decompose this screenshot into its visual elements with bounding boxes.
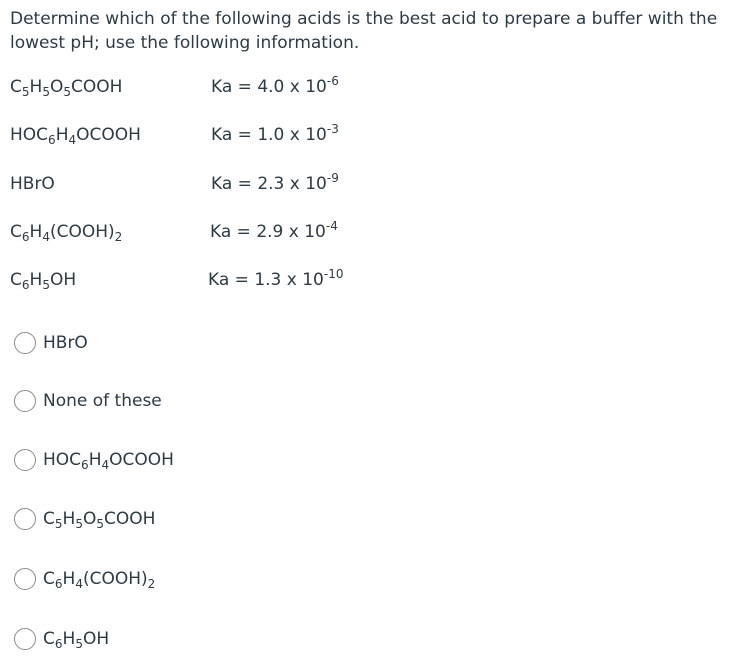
acid-row bbox=[10, 74, 710, 103]
radio-button[interactable] bbox=[14, 332, 36, 354]
answer-option[interactable] bbox=[14, 330, 88, 356]
acid-formula: $HOC_6H_4OCOOH$ bbox=[10, 125, 141, 147]
option-label: $C_6H_4(COOH)_2$ bbox=[43, 569, 156, 591]
option-label: None of these bbox=[43, 391, 162, 411]
answer-option[interactable] bbox=[14, 506, 155, 532]
radio-button[interactable] bbox=[14, 568, 36, 590]
answer-option[interactable] bbox=[14, 388, 162, 414]
ka-value: Ka = 1.0 x $10^{-3}$ bbox=[211, 122, 339, 145]
acid-row bbox=[10, 267, 710, 296]
acid-row bbox=[10, 219, 710, 248]
option-label: $HOC_6H_4OCOOH$ bbox=[43, 450, 174, 472]
ka-value: Ka = 4.0 x $10^{-6}$ bbox=[211, 74, 339, 97]
acid-formula: $C_5H_5O_5COOH$ bbox=[10, 77, 123, 99]
acid-row bbox=[10, 122, 710, 151]
acid-formula: $C_6H_4(COOH)_2$ bbox=[10, 222, 123, 244]
acid-row bbox=[10, 171, 710, 200]
option-label: $C_5H_5O_5COOH$ bbox=[43, 509, 156, 531]
answer-option[interactable] bbox=[14, 447, 174, 473]
answer-option[interactable] bbox=[14, 566, 155, 592]
option-label: HBrO bbox=[43, 333, 88, 353]
answer-option[interactable] bbox=[14, 626, 109, 652]
question-text: Determine which of the following acids is the best acid to prepare a buffer with the lowest pH; use the following information. bbox=[10, 9, 718, 53]
option-label: $C_6H_5OH$ bbox=[43, 629, 110, 651]
radio-button[interactable] bbox=[14, 508, 36, 530]
acid-formula: $C_6H_5OH$ bbox=[10, 270, 77, 292]
ka-value: Ka = 1.3 x $10^{-10}$ bbox=[208, 267, 344, 290]
radio-button[interactable] bbox=[14, 449, 36, 471]
radio-button[interactable] bbox=[14, 628, 36, 650]
radio-button[interactable] bbox=[14, 390, 36, 412]
ka-value: Ka = 2.3 x $10^{-9}$ bbox=[211, 171, 339, 194]
acid-formula: HBrO bbox=[10, 174, 55, 194]
ka-value: Ka = 2.9 x $10^{-4}$ bbox=[210, 219, 338, 242]
